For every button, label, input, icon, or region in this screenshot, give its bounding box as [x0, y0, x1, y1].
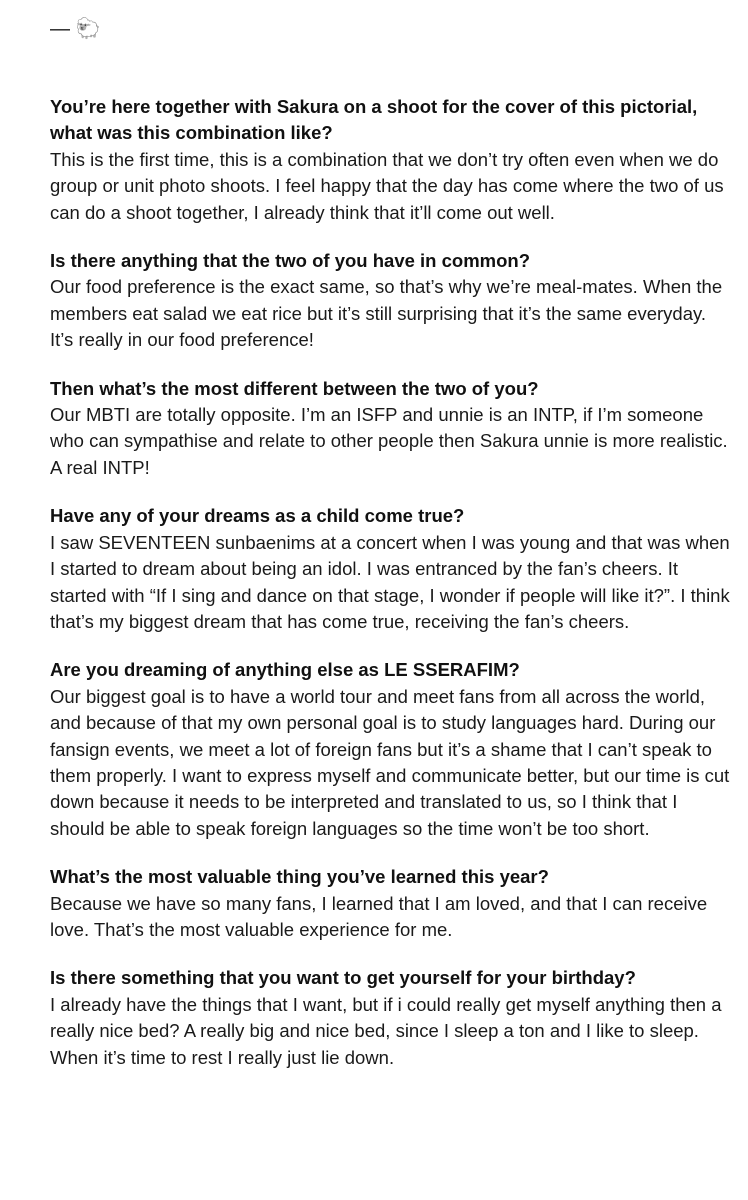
qa-item [50, 376, 730, 482]
qa-item [50, 864, 730, 943]
sheep-emoji-icon: 🐑 [75, 18, 101, 40]
qa-item [50, 94, 730, 226]
qa-item [50, 657, 730, 842]
answer: Our food preference is the exact same, so that’s why we’re meal-mates. When the members eat salad we eat rice but it’s still surprising that it’s the same everyday. It’s really in our food preference! [50, 276, 723, 351]
question: Is there something that you want to get yourself for your birthday? [50, 967, 636, 989]
question: Is there anything that the two of you have in common? [50, 250, 531, 272]
answer: Because we have so many fans, I learned that I am loved, and that I can receive love. That’s the most valuable experience for me. [50, 892, 708, 940]
question: Are you dreaming of anything else as LE SSERAFIM? [50, 659, 520, 681]
answer: This is the first time, this is a combination that we don’t try often even when we do group or unit photo shoots. I feel happy that the day has come where the two of us can do a shoot together, I already think that it’ll come out well. [50, 148, 724, 223]
qa-list [50, 94, 730, 1093]
answer: Our MBTI are totally opposite. I’m an ISFP and unnie is an INTP, if I’m someone who can sympathise and relate to other people then Sakura unnie is more realistic. A real INTP! [50, 404, 728, 478]
qa-item [50, 248, 730, 354]
qa-item [50, 503, 730, 635]
answer: Our biggest goal is to have a world tour and meet fans from all across the world, and because of that my own personal goal is to study languages hard. During our fansign events, we meet a lot of foreign fans but it’s a shame that I can’t speak to them properly. I want to express myself and communicate better, but our time is cut down because it needs to be interpreted and translated to us, so I think that I should be able to speak foreign languages so the time won’t be too short. [50, 685, 730, 839]
answer: I already have the things that I want, but if i could really get myself anything then a really nice bed? A really big and nice bed, since I sleep a ton and I like to sleep. When it’s time to rest I really just lie down. [50, 993, 722, 1068]
answer: I saw SEVENTEEN sunbaenims at a concert when I was young and that was when I started to dream about being an idol. I was entranced by the fan’s cheers. It started with “If I sing and dance on that stage, I wonder if people will like it?”. I think that’s my biggest dream that has come true, receiving the fan’s cheers. [50, 531, 730, 632]
question: Have any of your dreams as a child come true? [50, 505, 465, 527]
question: You’re here together with Sakura on a shoot for the cover of this pictorial, what was this combination like? [50, 96, 698, 144]
question: Then what’s the most different between the two of you? [50, 377, 539, 399]
header-dash: — [50, 18, 70, 40]
header-line [50, 14, 100, 44]
qa-item [50, 965, 730, 1071]
question: What’s the most valuable thing you’ve learned this year? [50, 866, 549, 888]
